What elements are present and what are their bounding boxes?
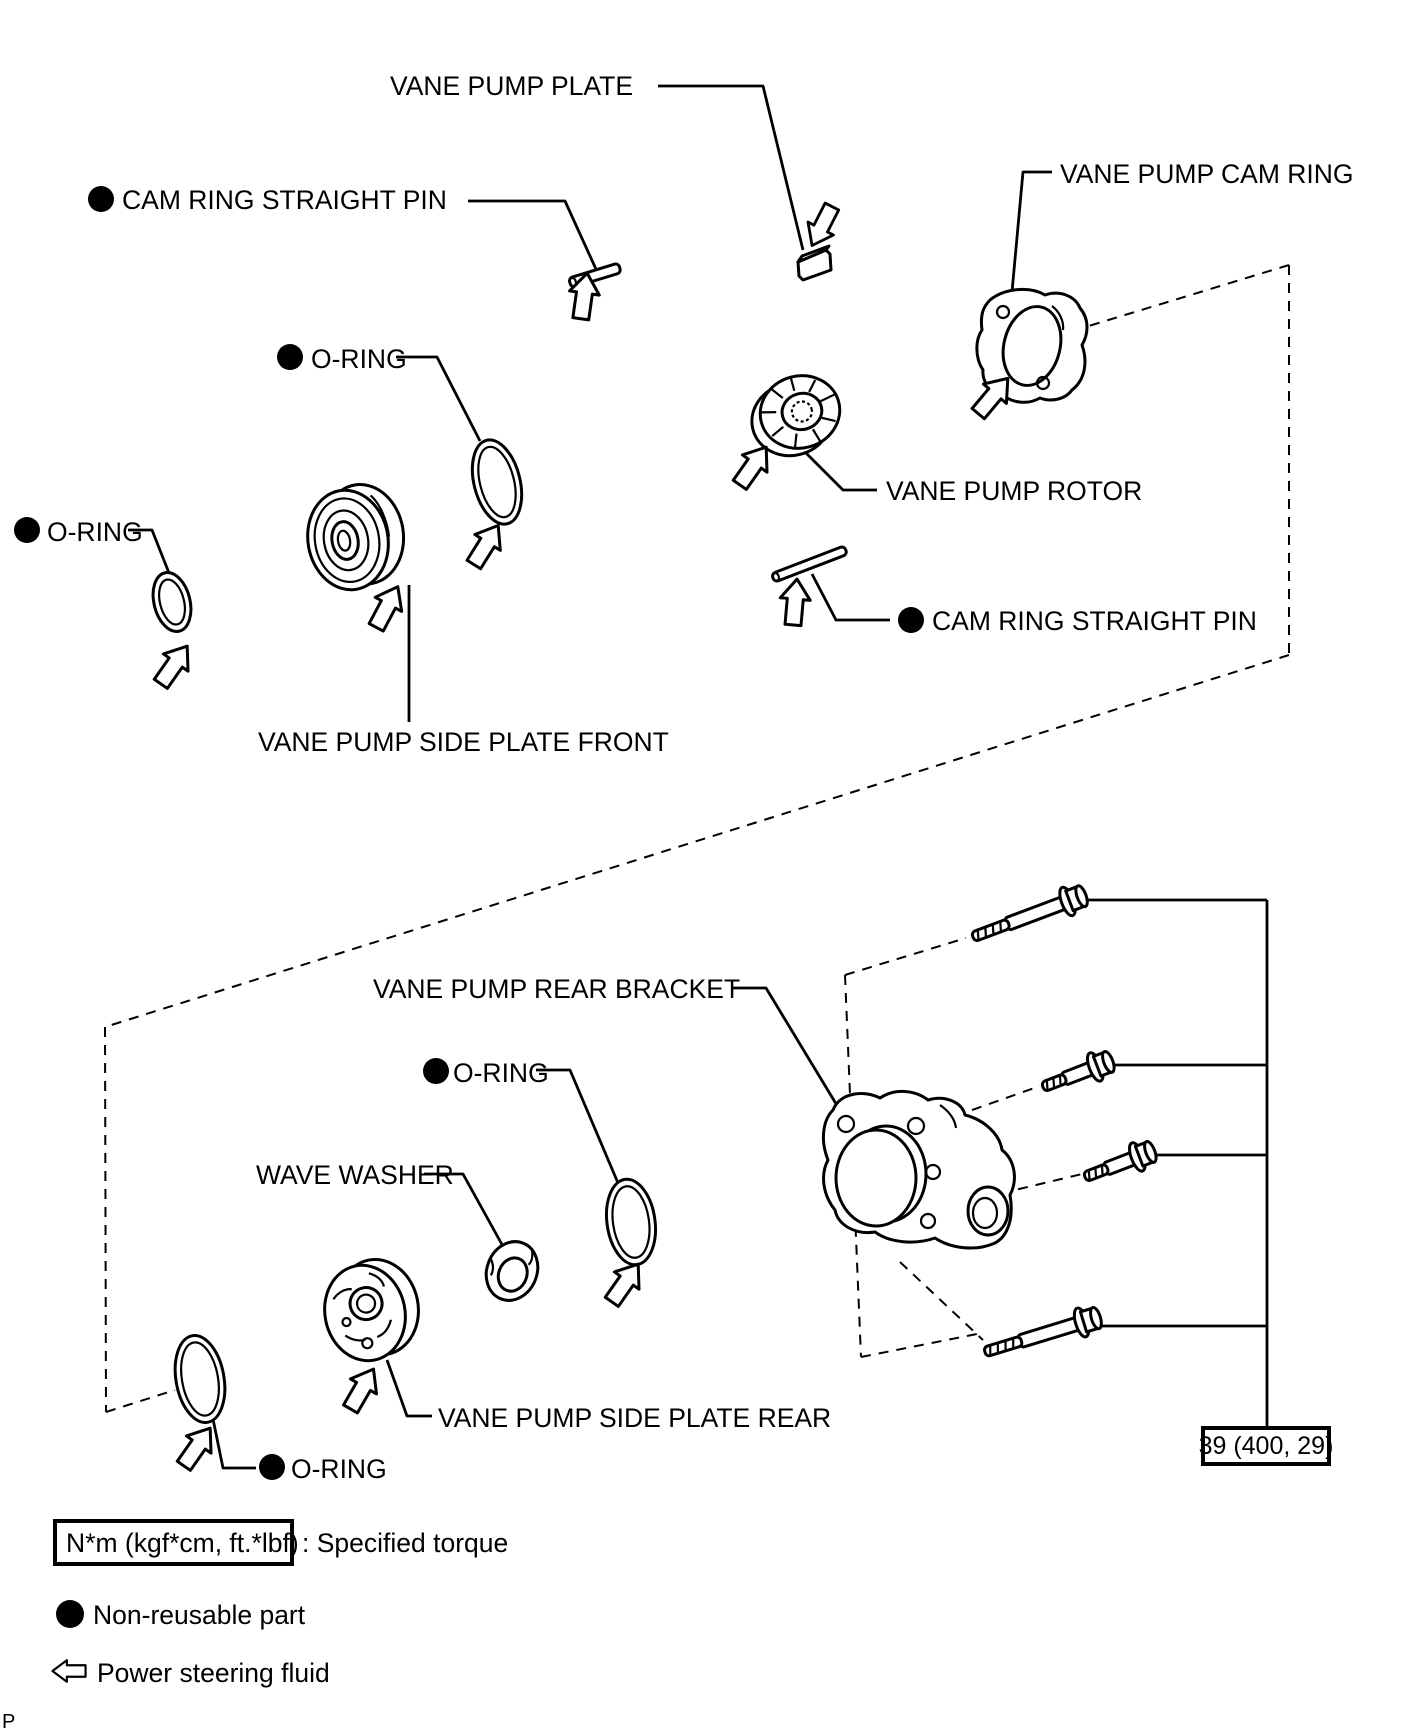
bolt-1 xyxy=(968,881,1091,951)
explosion-plane-dashed-lines xyxy=(105,265,1289,1412)
arrow-icon-plate xyxy=(799,200,844,252)
label-o-ring-bottom: O-RING xyxy=(291,1454,387,1484)
vane-pump-plate-part xyxy=(798,246,831,280)
label-vane-pump-plate: VANE PUMP PLATE xyxy=(390,71,633,101)
non-reusable-bullet xyxy=(423,1058,449,1084)
arrow-icon-o-ring-upper-mid xyxy=(461,518,511,573)
label-vane-pump-side-plate-rear: VANE PUMP SIDE PLATE REAR xyxy=(438,1403,832,1433)
label-vane-pump-rotor: VANE PUMP ROTOR xyxy=(886,476,1143,506)
label-vane-pump-rear-bracket: VANE PUMP REAR BRACKET xyxy=(373,974,741,1004)
bolt-4 xyxy=(981,1302,1105,1366)
o-ring-bottom-part xyxy=(169,1332,232,1427)
non-reusable-bullet xyxy=(88,186,114,212)
part-labels xyxy=(47,71,1354,1484)
non-reusable-bullet xyxy=(898,607,924,633)
bolt-3 xyxy=(1080,1136,1160,1191)
legend-fluid: Power steering fluid xyxy=(97,1658,330,1688)
label-vane-pump-side-plate-front: VANE PUMP SIDE PLATE FRONT xyxy=(258,727,669,757)
page-marker: P xyxy=(2,1711,16,1733)
non-reusable-bullet xyxy=(277,344,303,370)
vane-pump-side-plate-front-part xyxy=(299,478,411,596)
wave-washer-part xyxy=(478,1234,547,1308)
label-o-ring-lower-mid: O-RING xyxy=(453,1058,549,1088)
legend-non-reusable-bullet xyxy=(56,1600,84,1628)
o-ring-upper-mid-part xyxy=(464,435,529,530)
non-reusable-bullet xyxy=(14,517,40,543)
insert-direction-arrows xyxy=(149,200,1020,1474)
arrow-icon-side-plate-front xyxy=(363,580,411,635)
legend xyxy=(52,1521,508,1688)
legend-torque-caption: : Specified torque xyxy=(302,1528,509,1558)
non-reusable-bullet xyxy=(259,1454,285,1480)
arrow-icon-o-ring-left xyxy=(149,638,200,693)
label-vane-pump-cam-ring: VANE PUMP CAM RING xyxy=(1060,159,1354,189)
legend-non-reusable: Non-reusable part xyxy=(93,1600,306,1630)
arrow-icon-pin-right xyxy=(778,578,812,626)
vane-pump-side-plate-rear-part xyxy=(315,1252,428,1368)
bolt-2 xyxy=(1038,1046,1118,1101)
label-wave-washer: WAVE WASHER xyxy=(256,1160,454,1190)
vane-pump-rear-bracket-part xyxy=(823,1091,1014,1248)
label-o-ring-left: O-RING xyxy=(47,517,143,547)
fluid-arrow-icon xyxy=(52,1660,85,1682)
cam-ring-straight-pin-right-part xyxy=(771,546,847,582)
arrow-icon-side-plate-rear xyxy=(338,1362,387,1417)
torque-spec-box xyxy=(1199,1428,1334,1464)
label-cam-ring-straight-pin-right: CAM RING STRAIGHT PIN xyxy=(932,606,1257,636)
legend-torque-units: N*m (kgf*cm, ft.*lbf) xyxy=(66,1528,299,1558)
o-ring-lower-mid-part xyxy=(601,1176,661,1268)
label-cam-ring-straight-pin-top: CAM RING STRAIGHT PIN xyxy=(122,185,447,215)
o-ring-left-part xyxy=(147,569,196,636)
label-o-ring-upper-mid: O-RING xyxy=(311,344,407,374)
torque-spec-value: 39 (400, 29) xyxy=(1198,1432,1334,1460)
